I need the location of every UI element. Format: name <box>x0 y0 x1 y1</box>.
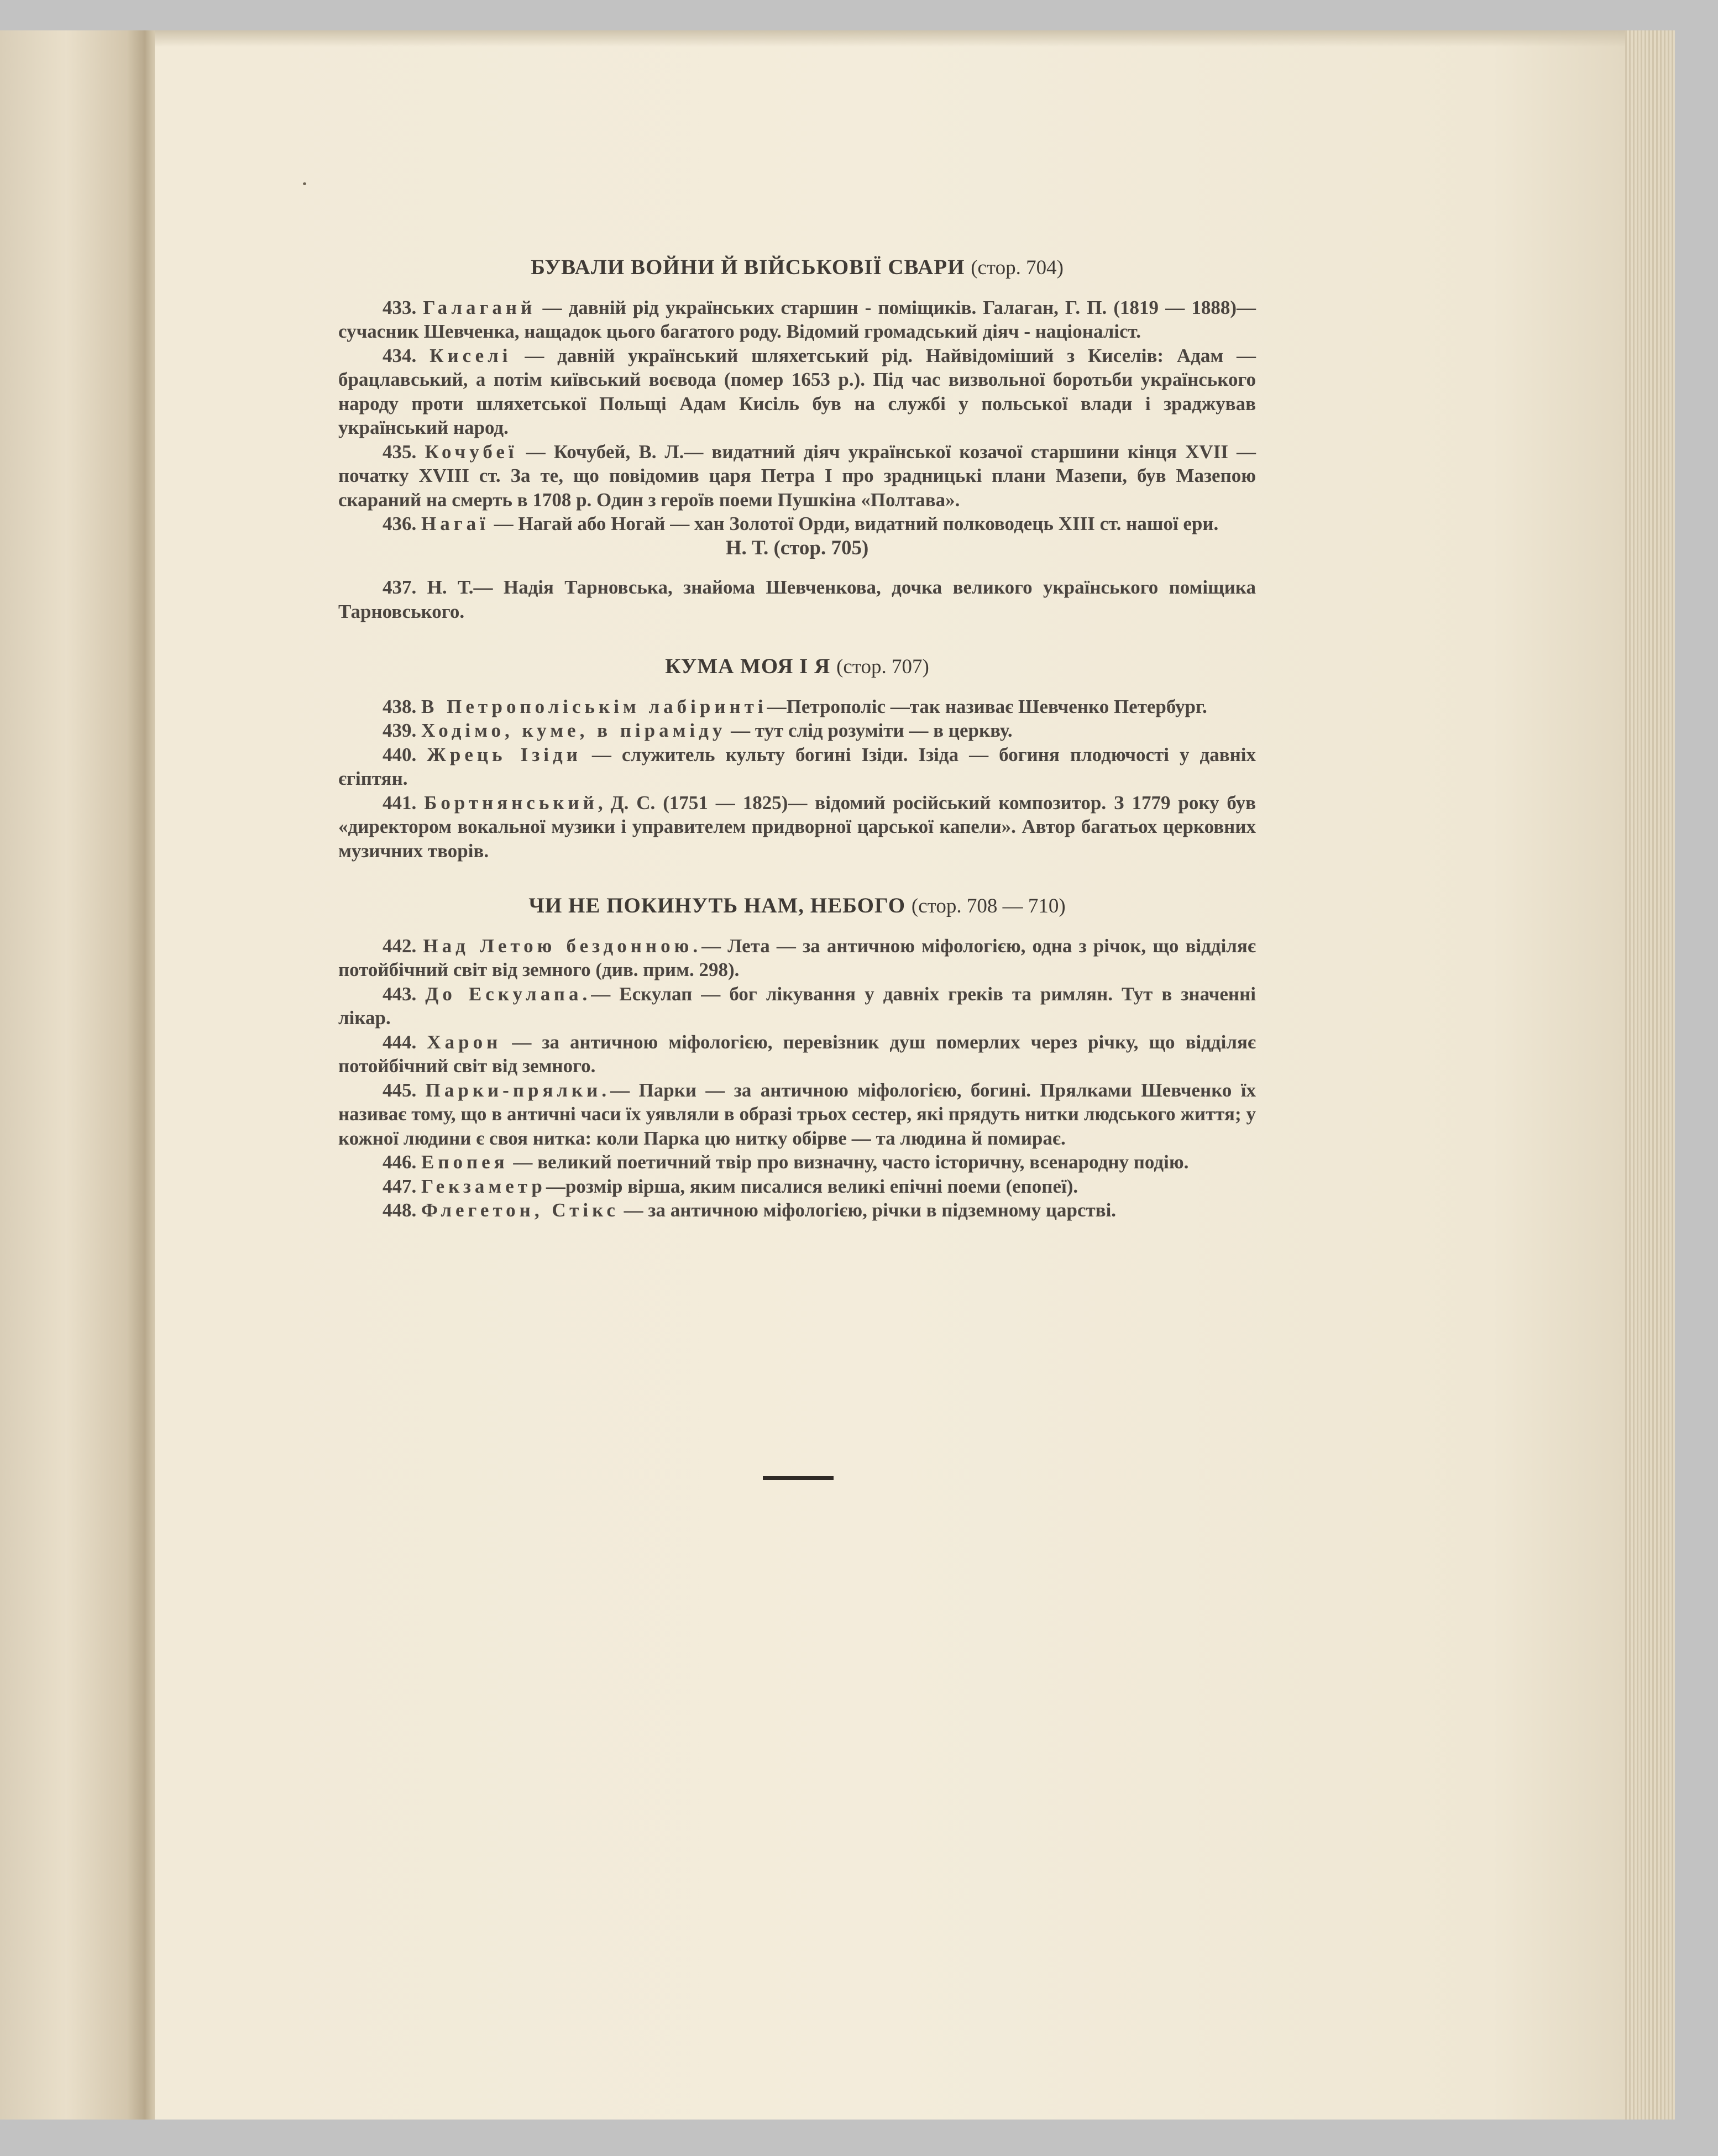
note-term: Бортнянський <box>424 791 598 814</box>
note-number: 439. <box>383 720 417 741</box>
note-term: Парки-прялки. <box>425 1079 611 1101</box>
note-text: — тут слід розуміти — в церкву. <box>731 720 1013 741</box>
note-number: 448. <box>383 1199 417 1221</box>
note-term: Ходімо, куме, в піраміду <box>421 720 726 741</box>
note-436 <box>338 512 1256 536</box>
note-term: Гекзаметр <box>421 1175 546 1197</box>
note-term: В Петрополіськім лабіринті <box>421 695 767 717</box>
note-term: Нагаї <box>421 513 489 534</box>
note-number: 442. <box>383 935 417 957</box>
note-term: Харон <box>427 1031 502 1053</box>
note-text: — служитель культу богині Ізіди. Ізіда — богиня плодючості у давніх єгіптян. <box>338 743 1256 789</box>
page-fore-edge <box>1625 30 1675 2120</box>
note-437 <box>338 575 1256 623</box>
note-number: 441. <box>383 791 417 814</box>
section-page-ref: (стор. 707) <box>836 655 929 678</box>
note-text: — за античною міфологією, річки в підземному царстві. <box>624 1199 1117 1221</box>
note-text: —розмір вірша, яким писалися великі епічні поеми (епопеї). <box>546 1175 1078 1197</box>
note-441 <box>338 791 1256 863</box>
note-439 <box>338 718 1256 743</box>
section-page-ref: (стор. 704) <box>971 256 1064 279</box>
note-number: 443. <box>383 983 417 1005</box>
section-title: БУВАЛИ ВОЙНИ Й ВІЙСЬКОВІЇ СВАРИ <box>531 255 965 279</box>
note-number: 438. <box>383 695 417 717</box>
paper-speck <box>303 182 306 185</box>
note-440 <box>338 743 1256 791</box>
note-number: 446. <box>383 1151 417 1173</box>
page-top-shadow <box>155 30 1625 47</box>
note-term: Епопея <box>421 1151 509 1173</box>
note-term: Киселі <box>430 344 512 366</box>
note-number: 436. <box>383 513 417 534</box>
note-number: 435. <box>383 440 417 463</box>
note-text: — Парки — за античною міфологією, богині. Прялками Шевченко їх називає тому, що в античні часи їх уявляли в образі трьох сестер, які прядуть нитки людського життя; у кожної людини є своя нитка: коли Парка цю нитку обірве — та людина й помирає. <box>338 1079 1256 1149</box>
section-page-ref-heading: Н. Т. (стор. 705) <box>725 536 869 559</box>
note-text: — давній рід українських старшин - поміщиків. Галаган, Г. П. (1819 — 1888)— сучасник Шевченка, нащадок цього багатого роду. Відомий громадський діяч - націоналіст. <box>338 296 1256 342</box>
note-term: Кочубеї <box>425 440 518 463</box>
section-page-ref: (стор. 708 — 710) <box>911 895 1066 917</box>
section-heading <box>338 255 1256 280</box>
section-title: ЧИ НЕ ПОКИНУТЬ НАМ, НЕБОГО <box>528 894 906 917</box>
note-435 <box>338 440 1256 512</box>
note-number: 447. <box>383 1175 417 1197</box>
note-number: 444. <box>383 1031 417 1053</box>
note-text: — Лета — за античною міфологією, одна з річок, що відділяє потойбічний світ від земного (див. прим. 298). <box>338 935 1256 980</box>
section-heading <box>338 654 1256 679</box>
note-text: — Нагай або Ногай — хан Золотої Орди, видатний полководець XIII ст. нашої ери. <box>494 513 1219 534</box>
note-number: 445. <box>383 1079 417 1101</box>
end-of-notes-rule <box>763 1476 834 1480</box>
note-text: —Петрополіс —так називає Шевченко Петербург. <box>767 695 1207 717</box>
note-438 <box>338 695 1256 719</box>
note-number: 434. <box>383 344 417 366</box>
note-434 <box>338 344 1256 440</box>
note-text: — Кочубей, В. Л.— видатний діяч української козачої старшини кінця XVII — початку XVIII ст. За те, що повідомив царя Петра І про зрадницькі плани Мазепи, був Мазепою скараний на смерть в 1708 р. Один з героїв поеми Пушкіна «Полтава». <box>338 440 1256 511</box>
note-433 <box>338 296 1256 344</box>
note-text: — великий поетичний твір про визначну, часто історичну, всенародну подію. <box>513 1151 1189 1173</box>
note-number: 433. <box>383 296 417 318</box>
note-term: Флегетон, Стікс <box>421 1199 619 1221</box>
note-443 <box>338 982 1256 1030</box>
section-title: КУМА МОЯ І Я <box>665 654 831 678</box>
note-444 <box>338 1030 1256 1078</box>
note-term: Жрець Ізіди <box>427 743 582 765</box>
note-term: До Ескулапа. <box>425 983 591 1005</box>
section-heading <box>338 894 1256 919</box>
book-gutter <box>0 30 155 2120</box>
note-446 <box>338 1150 1256 1174</box>
note-text: — Надія Тарновська, знайома Шевченкова, дочка великого українського поміщика Тарновського. <box>338 576 1256 622</box>
note-number: 437. <box>383 576 417 598</box>
note-445 <box>338 1078 1256 1151</box>
note-448 <box>338 1198 1256 1223</box>
note-term: Галаганй <box>423 296 536 318</box>
note-text: — за античною міфологією, перевізник душ померлих через річку, що відділяє потойбічний світ від земного. <box>338 1031 1256 1077</box>
page-text-block <box>338 255 1256 1223</box>
note-447 <box>338 1174 1256 1199</box>
note-text: — Ескулап — бог лікування у давніх греків та римлян. Тут в значенні лікар. <box>338 983 1256 1029</box>
note-442 <box>338 934 1256 982</box>
note-term: Над Летою бездонною. <box>423 935 702 957</box>
note-text: — давній український шляхетський рід. Найвідоміший з Киселів: Адам — брацлавський, а потім київський воєвода (помер 1653 р.). Під час визвольної боротьби українського народу проти шляхетської Польщі Адам Кисіль був на службі у польської влади і зраджував український народ. <box>338 344 1256 438</box>
note-term: Н. Т. <box>427 576 474 598</box>
note-text: , Д. С. (1751 — 1825)— відомий російський композитор. З 1779 року був «директором вокальної музики і управителем придворної царської капели». Автор багатьох церковних музичних творів. <box>338 791 1256 862</box>
note-number: 440. <box>383 743 417 765</box>
